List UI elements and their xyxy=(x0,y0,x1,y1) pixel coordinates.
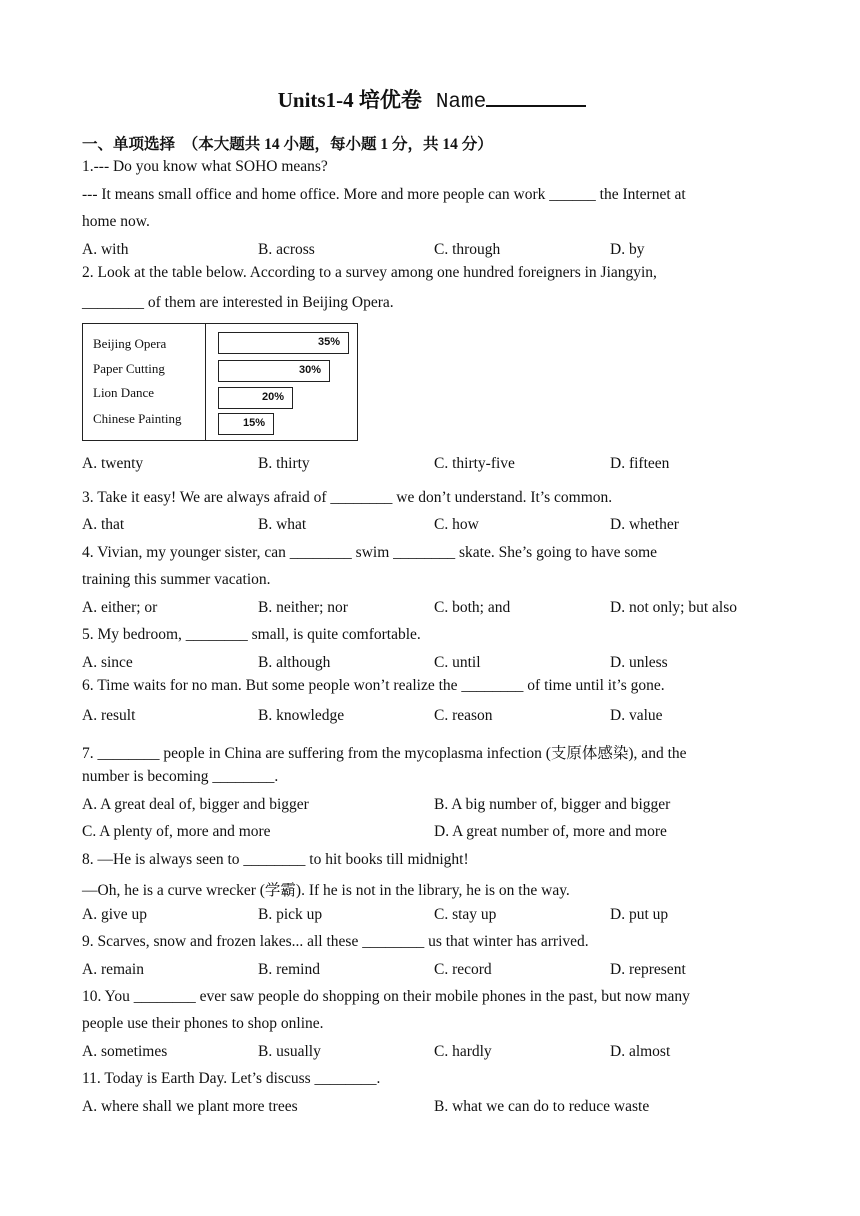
question-10-option-c[interactable]: C. hardly xyxy=(434,1043,492,1060)
question-5-option-d[interactable]: D. unless xyxy=(610,654,668,671)
question-9-option-a[interactable]: A. remain xyxy=(82,961,144,978)
question-1-option-d[interactable]: D. by xyxy=(610,241,645,258)
chart-bar-lion-dance xyxy=(218,387,293,409)
question-3-option-c[interactable]: C. how xyxy=(434,516,479,533)
section-heading-prefix: 一、单项选择 xyxy=(82,136,176,153)
question-10-line-2: people use their phones to shop online. xyxy=(82,1015,324,1032)
question-4-line-2: training this summer vacation. xyxy=(82,571,271,588)
chart-bar-paper-cutting xyxy=(218,360,330,382)
question-4-option-d[interactable]: D. not only; but also xyxy=(610,599,738,616)
question-8-line-1: 8. —He is always seen to ________ to hit books till midnight! xyxy=(82,851,469,868)
chart-bar-value-label: 30% xyxy=(298,364,321,376)
question-2-option-d[interactable]: D. fifteen xyxy=(610,455,670,472)
chart-bar-beijing-opera xyxy=(218,332,349,354)
name-label: Name xyxy=(435,91,487,114)
question-6-option-c[interactable]: C. reason xyxy=(434,707,493,724)
question-7-option-c[interactable]: C. A plenty of, more and more xyxy=(82,823,271,840)
question-7-option-d[interactable]: D. A great number of, more and more xyxy=(434,823,667,840)
question-2-line-2: ________ of them are interested in Beijing Opera. xyxy=(82,294,394,311)
chart-bar-value-label: 20% xyxy=(261,391,284,403)
name-blank[interactable] xyxy=(486,87,586,107)
question-9-option-d[interactable]: D. represent xyxy=(610,961,686,978)
question-7-line-2: number is becoming ________. xyxy=(82,768,279,785)
question-2-option-b[interactable]: B. thirty xyxy=(258,455,310,472)
question-1-line-2: --- It means small office and home office. More and more people can work ______ the Internet at xyxy=(82,186,686,203)
chart-category-label: Paper Cutting xyxy=(93,361,165,376)
question-6-option-a[interactable]: A. result xyxy=(82,707,136,724)
question-7-line-1: 7. ________ people in China are suffering from the mycoplasma infection (支原体感染), and the xyxy=(82,745,687,762)
question-3-option-d[interactable]: D. whether xyxy=(610,516,679,533)
question-3-option-b[interactable]: B. what xyxy=(258,516,307,533)
question-10-option-b[interactable]: B. usually xyxy=(258,1043,321,1060)
question-3-line-1: 3. Take it easy! We are always afraid of ________ we don’t understand. It’s common. xyxy=(82,489,613,506)
section-heading-detail: （本大题共 14 小题，每小题 1 分，共 14 分） xyxy=(182,136,493,153)
question-2-option-a[interactable]: A. twenty xyxy=(82,455,144,472)
question-5-option-b[interactable]: B. although xyxy=(258,654,331,671)
page-title xyxy=(82,84,782,114)
question-8-option-c[interactable]: C. stay up xyxy=(434,906,497,923)
question-9-option-c[interactable]: C. record xyxy=(434,961,492,978)
question-4-option-a[interactable]: A. either; or xyxy=(82,599,158,616)
section-heading xyxy=(82,132,493,154)
question-2-line-1: 2. Look at the table below. According to a survey among one hundred foreigners in Jiangyin, xyxy=(82,264,657,281)
question-6-line-1: 6. Time waits for no man. But some people won’t realize the ________ of time until it’s gone. xyxy=(82,677,665,694)
chart-divider xyxy=(205,324,206,440)
question-1-line-1: 1.--- Do you know what SOHO means? xyxy=(82,158,328,175)
question-9-line-1: 9. Scarves, snow and frozen lakes... all these ________ us that winter has arrived. xyxy=(82,933,589,950)
question-8-line-2: —Oh, he is a curve wrecker (学霸). If he is not in the library, he is on the way. xyxy=(82,882,570,899)
question-7-option-b[interactable]: B. A big number of, bigger and bigger xyxy=(434,796,671,813)
chart-bar-value-label: 35% xyxy=(317,336,340,348)
chart-category-label: Chinese Painting xyxy=(93,411,182,426)
question-11-line-1: 11. Today is Earth Day. Let’s discuss ________. xyxy=(82,1070,381,1087)
question-1-option-a[interactable]: A. with xyxy=(82,241,129,258)
question-6-option-b[interactable]: B. knowledge xyxy=(258,707,345,724)
question-2-option-c[interactable]: C. thirty-five xyxy=(434,455,515,472)
chart-category-label: Beijing Opera xyxy=(93,336,167,351)
question-11-option-a[interactable]: A. where shall we plant more trees xyxy=(82,1098,298,1115)
question-10-option-d[interactable]: D. almost xyxy=(610,1043,671,1060)
question-10-option-a[interactable]: A. sometimes xyxy=(82,1043,168,1060)
question-1-option-b[interactable]: B. across xyxy=(258,241,315,258)
question-4-line-1: 4. Vivian, my younger sister, can ________ swim ________ skate. She’s going to have some xyxy=(82,544,658,561)
question-7-option-a[interactable]: A. A great deal of, bigger and bigger xyxy=(82,796,309,813)
question-4-option-c[interactable]: C. both; and xyxy=(434,599,511,616)
question-9-option-b[interactable]: B. remind xyxy=(258,961,320,978)
question-5-option-a[interactable]: A. since xyxy=(82,654,133,671)
question-6-option-d[interactable]: D. value xyxy=(610,707,663,724)
question-8-option-b[interactable]: B. pick up xyxy=(258,906,323,923)
chart-bar-value-label: 15% xyxy=(242,417,265,429)
question-8-option-a[interactable]: A. give up xyxy=(82,906,148,923)
question-3-option-a[interactable]: A. that xyxy=(82,516,125,533)
chart-bar-chinese-painting xyxy=(218,413,274,435)
chart-category-label: Lion Dance xyxy=(93,385,155,400)
question-5-option-c[interactable]: C. until xyxy=(434,654,481,671)
question-11-option-b[interactable]: B. what we can do to reduce waste xyxy=(434,1098,650,1115)
question-1-option-c[interactable]: C. through xyxy=(434,241,501,258)
survey-bar-chart xyxy=(82,323,358,441)
title-text: Units1-4 培优卷 xyxy=(277,88,422,112)
question-1-line-3: home now. xyxy=(82,213,150,230)
question-8-option-d[interactable]: D. put up xyxy=(610,906,669,923)
question-5-line-1: 5. My bedroom, ________ small, is quite comfortable. xyxy=(82,626,421,643)
question-4-option-b[interactable]: B. neither; nor xyxy=(258,599,348,616)
question-10-line-1: 10. You ________ ever saw people do shopping on their mobile phones in the past, but now many xyxy=(82,988,690,1005)
